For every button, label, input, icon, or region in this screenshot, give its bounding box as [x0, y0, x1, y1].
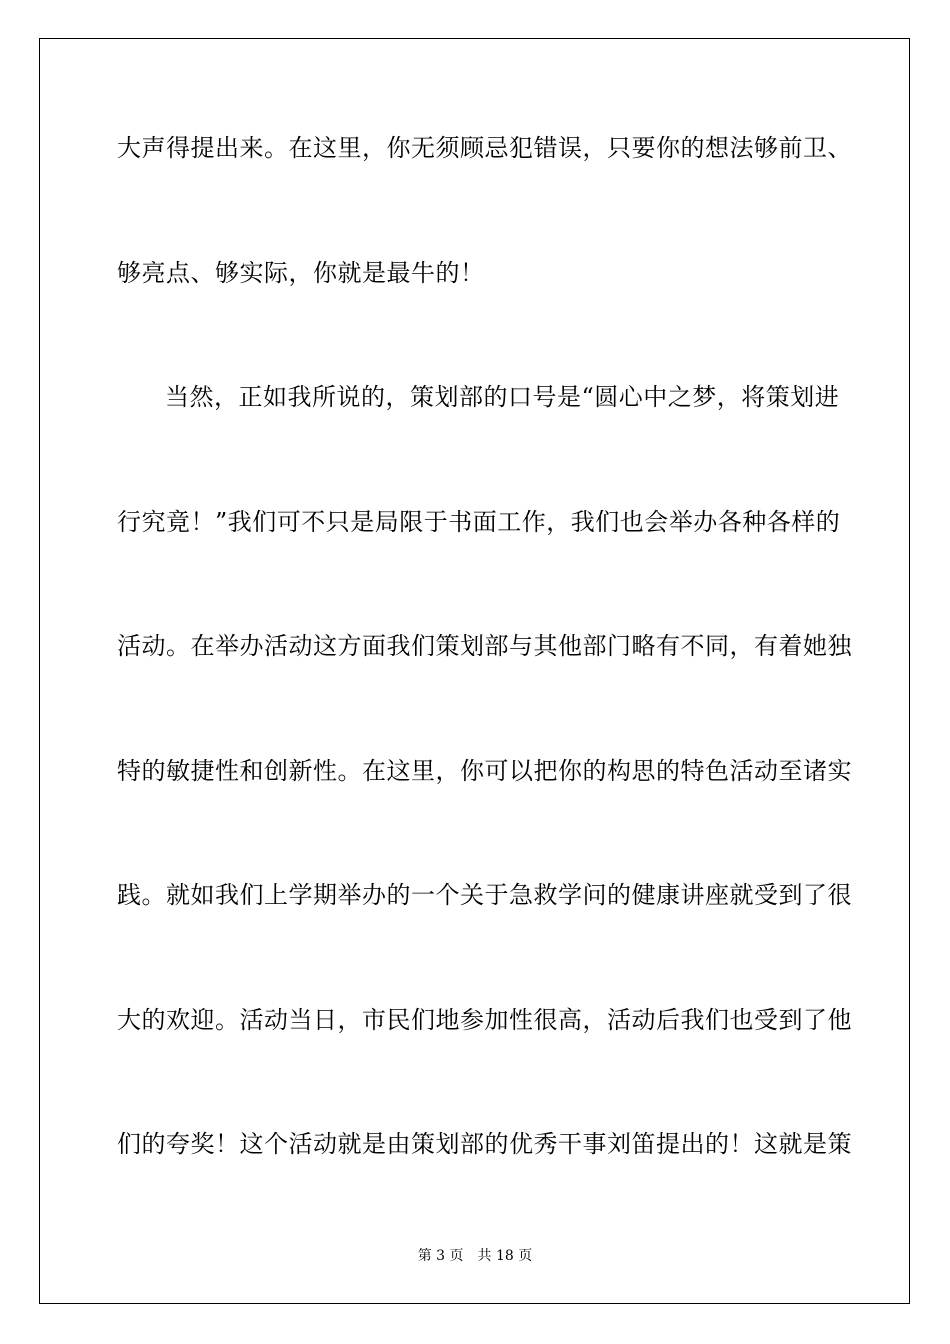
body-text-line: 们的夸奖！这个活动就是由策划部的优秀干事刘笛提出的！这就是策	[117, 1130, 852, 1158]
body-text-line: 大的欢迎。活动当日，市民们地参加性很高，活动后我们也受到了他	[117, 1006, 852, 1034]
body-text-line: 够亮点、够实际，你就是最牛的！	[117, 259, 485, 287]
paragraph-first-line: 当然，正如我所说的，策划部的口号是“圆心中之梦，将策划进	[165, 383, 840, 411]
body-text-line: 活动。在举办活动这方面我们策划部与其他部门略有不同，有着她独	[117, 632, 852, 660]
body-text-line: 践。就如我们上学期举办的一个关于急救学问的健康讲座就受到了很	[117, 881, 852, 909]
body-text-line: 行究竟！”我们可不只是局限于书面工作，我们也会举办各种各样的	[117, 508, 841, 536]
body-text-line: 大声得提出来。在这里，你无须顾忌犯错误，只要你的想法够前卫、	[117, 134, 852, 162]
page-border	[39, 38, 910, 1304]
page-number-footer: 第 3 页 共 18 页	[417, 1248, 533, 1264]
body-text-line: 特的敏捷性和创新性。在这里，你可以把你的构思的特色活动至诸实	[117, 757, 852, 785]
